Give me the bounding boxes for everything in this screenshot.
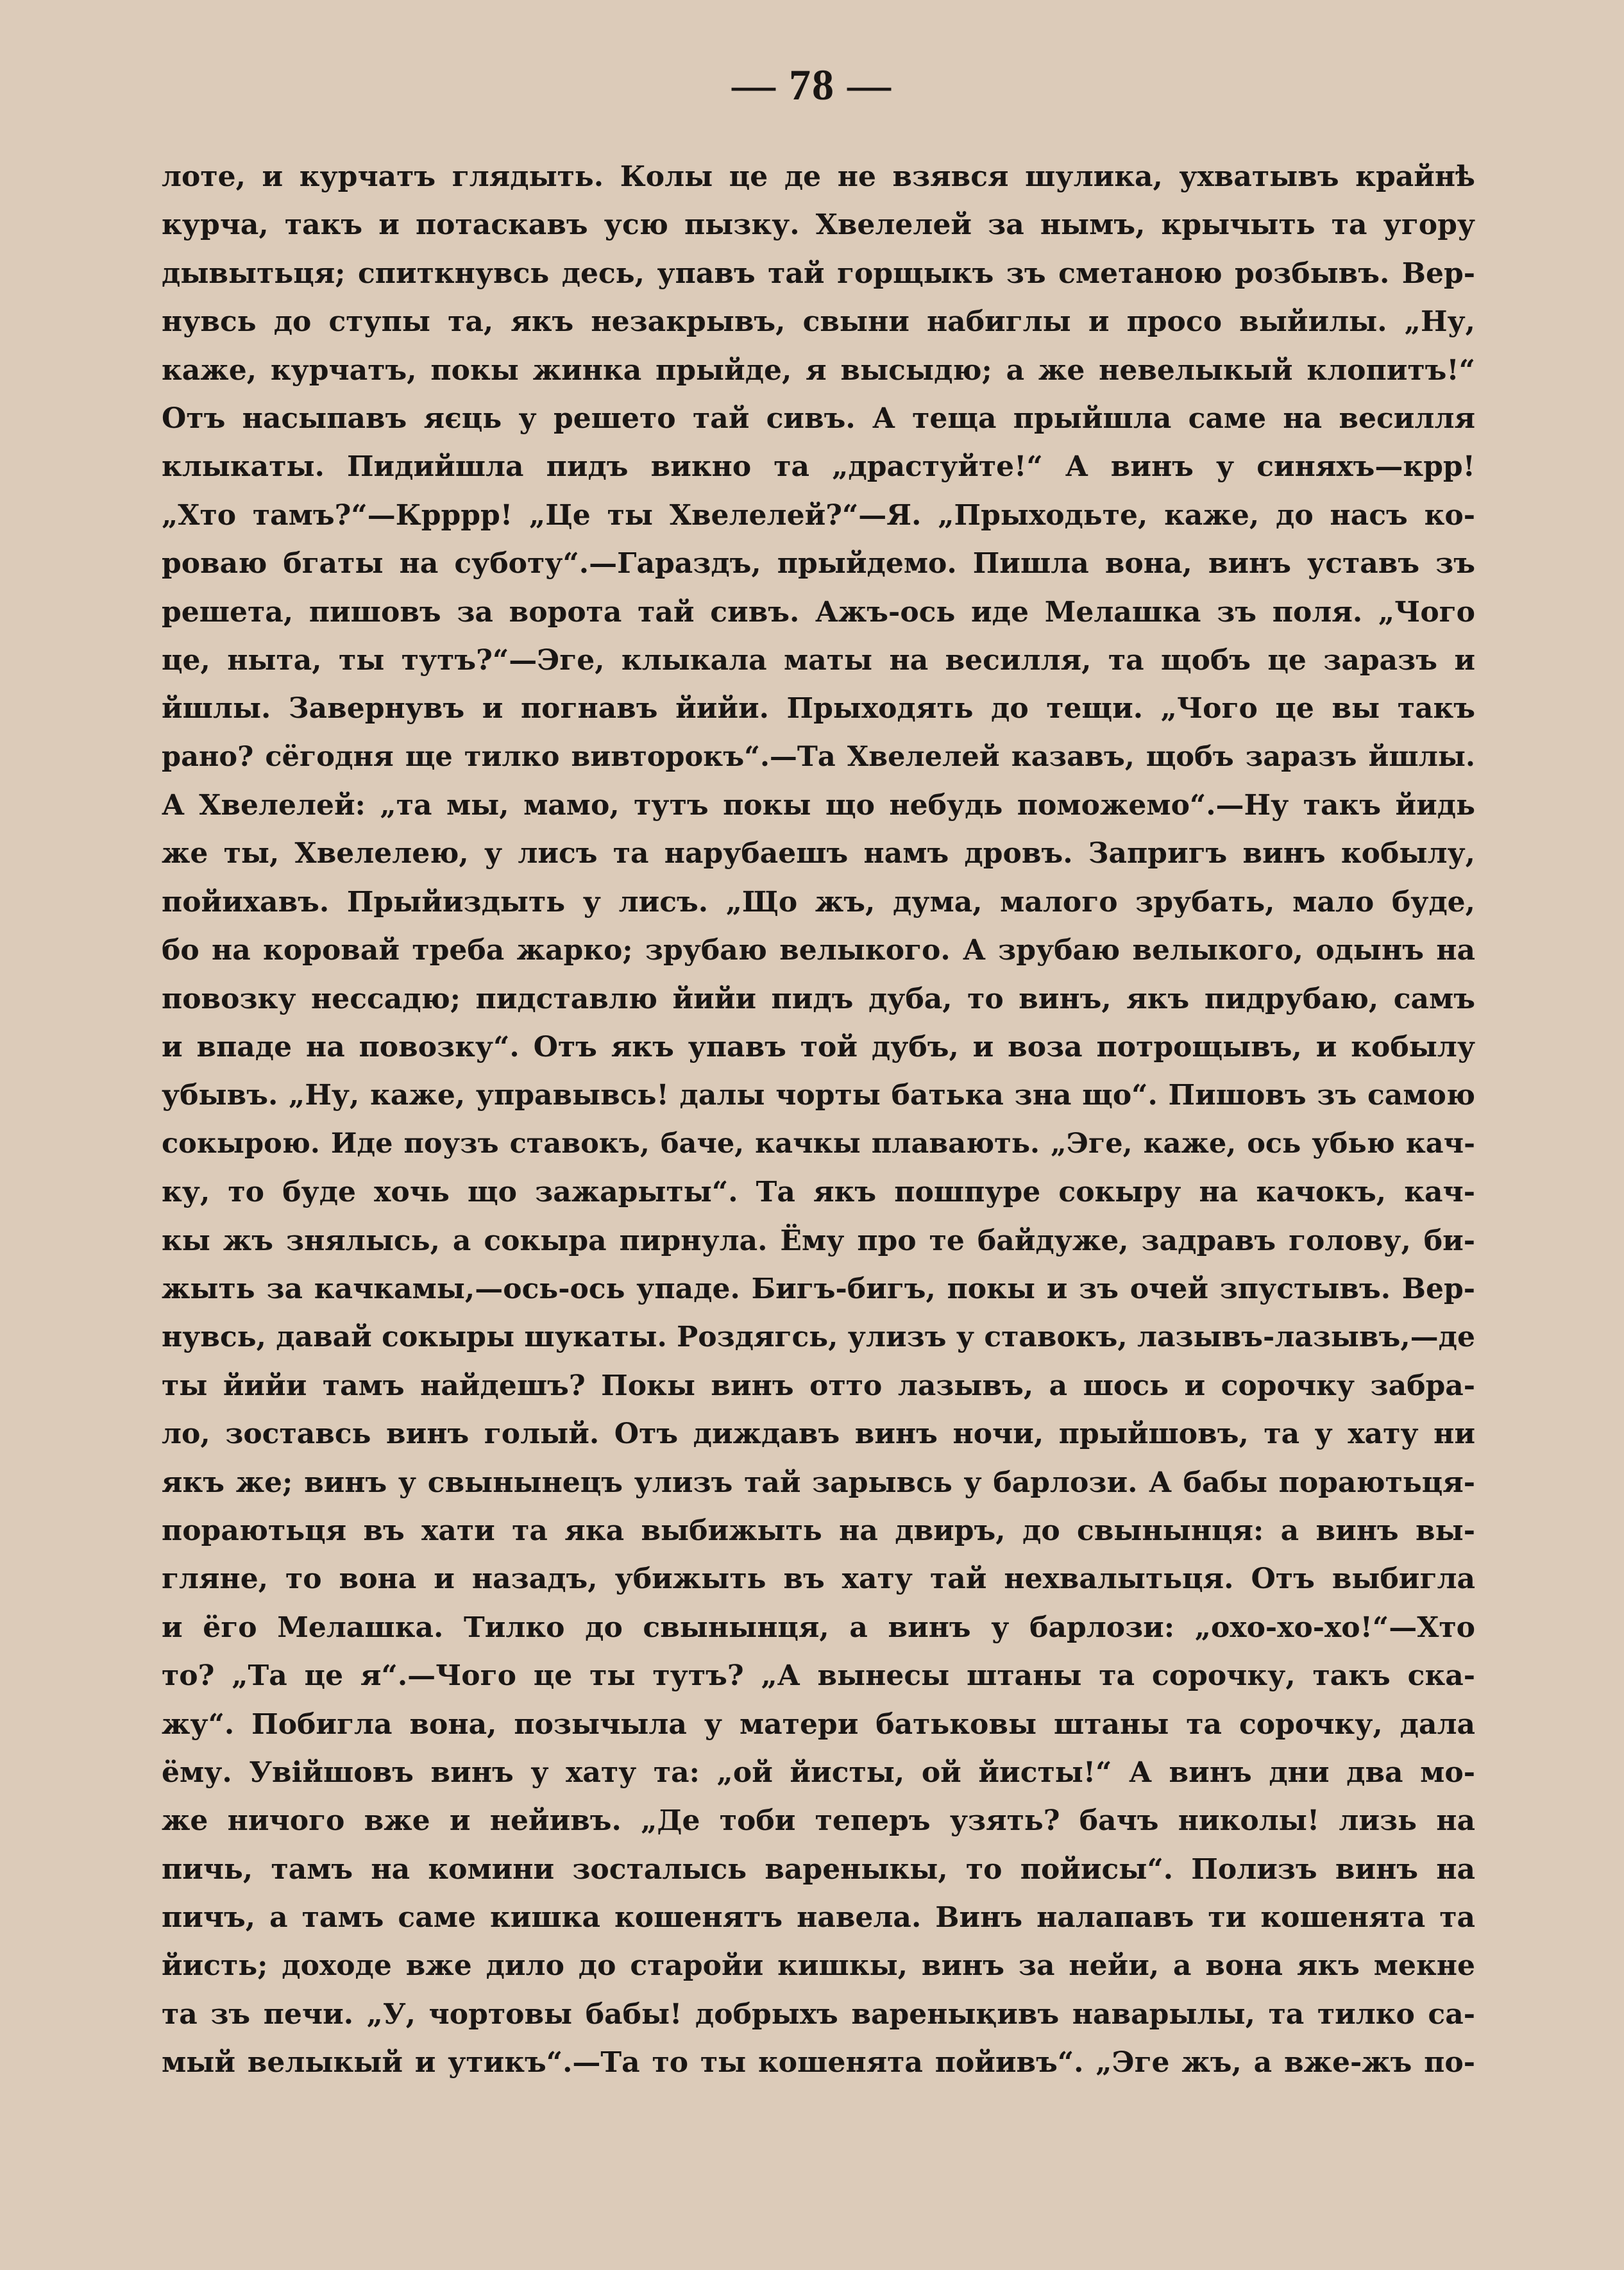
text-line: пичь, тамъ на комини зосталысь вареныкы, то пойисы“. Полизъ винъ на xyxy=(162,1852,1475,1886)
text-line: йшлы. Завернувъ и погнавъ йийи. Прыходять до тещи. „Чого це вы такъ xyxy=(162,692,1475,725)
text-line: „Хто тамъ?“—Крррр! „Це ты Хвелелей?“—Я. „Прыходьте, каже, до насъ ко- xyxy=(162,498,1475,532)
text-line: то? „Та це я“.—Чого це ты тутъ? „А вынесы штаны та сорочку, такъ ска- xyxy=(162,1659,1475,1693)
text-line: жу“. Побигла вона, позычыла у матери батьковы штаны та сорочку, дала xyxy=(162,1707,1475,1741)
text-line: лоте, и курчатъ глядыть. Колы це де не взявся шулика, ухватывъ крайнѣ xyxy=(162,160,1475,193)
text-line: А Хвелелей: „та мы, мамо, тутъ покы що небудь поможемо“.—Ну такъ йидь xyxy=(162,789,1475,822)
text-line: решета, пишовъ за ворота тай сивъ. Ажъ-ось иде Мелашка зъ поля. „Чого xyxy=(162,595,1475,629)
text-line: роваю бгаты на суботу“.—Гараздъ, прыйдемо. Пишла вона, винъ уставъ зъ xyxy=(162,547,1475,580)
text-line: курча, такъ и потаскавъ усю пызку. Хвелелей за нымъ, крычыть та угору xyxy=(162,208,1475,242)
text-line: пойихавъ. Прыйиздыть у лисъ. „Що жъ, дума, малого зрубать, мало буде, xyxy=(162,885,1475,919)
text-line: нувсь, давай сокыры шукаты. Роздягсь, улизъ у ставокъ, лазывъ-лазывъ,—де xyxy=(162,1321,1475,1354)
text-line: йисть; доходе вже дило до старойи кишкы, винъ за нейи, а вона якъ мекне xyxy=(162,1949,1475,1983)
text-line: ёму. Увійшовъ винъ у хату та: „ой йисты, ой йисты!“ А винъ дни два мо- xyxy=(162,1756,1475,1789)
text-line: якъ же; винъ у свынынецъ улизъ тай зарывсь у барлози. А бабы пораютьця- xyxy=(162,1466,1475,1499)
text-line: дывытьця; спиткнувсь десь, упавъ тай горщыкъ зъ сметаною розбывъ. Вер- xyxy=(162,257,1475,290)
text-line: нувсь до ступы та, якъ незакрывъ, свыни набиглы и просо выйилы. „Ну, xyxy=(162,305,1475,339)
text-line: клыкаты. Пидийшла пидъ викно та „драстуйте!“ А винъ у синяхъ—крр! xyxy=(162,450,1475,484)
text-line: сокырою. Иде поузъ ставокъ, баче, качкы плавають. „Эге, каже, ось убью кач- xyxy=(162,1127,1475,1160)
text-line: ло, зоставсь винъ голый. Отъ диждавъ винъ ночи, прыйшовъ, та у хату ни xyxy=(162,1418,1475,1451)
text-line: и ёго Мелашка. Тилко до свынынця, а винъ у барлози: „охо-хо-хо!“—Хто xyxy=(162,1611,1475,1644)
text-line: пораютьця въ хати та яка выбижыть на двиръ, до свынынця: а винъ вы- xyxy=(162,1514,1475,1547)
text-line: же ты, Хвелелею, у лисъ та нарубаешъ намъ дровъ. Запригъ винъ кобылу, xyxy=(162,837,1475,870)
text-line: рано? сёгодня ще тилко вивторокъ“.—Та Хвелелей казавъ, щобъ заразъ йшлы. xyxy=(162,740,1475,773)
text-line: ку, то буде хочь що зажарыты“. Та якъ пошпуре сокыру на качокъ, кач- xyxy=(162,1176,1475,1209)
page-number: — 78 — xyxy=(732,60,892,109)
text-line: Отъ насыпавъ яєць у решето тай сивъ. А теща прыйшла саме на весилля xyxy=(162,402,1475,435)
text-line: жыть за качкамы,—ось-ось упаде. Бигъ-бигъ, покы и зъ очей зпустывъ. Вер- xyxy=(162,1272,1475,1305)
text-line: та зъ печи. „У, чортовы бабы! добрыхъ варенықивъ наварылы, та тилко са- xyxy=(162,1997,1475,2031)
text-line: бо на коровай треба жарко; зрубаю велыкого. А зрубаю велыкого, одынъ на xyxy=(162,934,1475,967)
text-line: пичъ, а тамъ саме кишка кошенятъ навела. Винъ налапавъ ти кошенята та xyxy=(162,1901,1475,1935)
text-line: и впаде на повозку“. Отъ якъ упавъ той дубъ, и воза потрощывъ, и кобылу xyxy=(162,1031,1475,1064)
text-line: мый велыкый и утикъ“.—Та то ты кошенята пойивъ“. „Эге жъ, а вже-жъ по- xyxy=(162,2046,1475,2079)
text-line: повозку нессадю; пидставлю йийи пидъ дуба, то винъ, якъ пидрубаю, самъ xyxy=(162,982,1475,1015)
text-line: кы жъ знялысь, а сокыра пирнула. Ёму про те байдуже, задравъ голову, би- xyxy=(162,1224,1475,1257)
text-line: каже, курчатъ, покы жинка прыйде, я высыдю; а же невелыкый клопитъ!“ xyxy=(162,353,1475,387)
text-line: ты йийи тамъ найдешъ? Покы винъ отто лазывъ, а шось и сорочку забра- xyxy=(162,1369,1475,1402)
text-line: гляне, то вона и назадъ, убижыть въ хату тай нехвалытьця. Отъ выбигла xyxy=(162,1563,1475,1596)
text-line: це, ныта, ты тутъ?“—Эге, клыкала маты на весилля, та щобъ це заразъ и xyxy=(162,643,1475,677)
text-line: убывъ. „Ну, каже, управывсь! далы чорты батька зна що“. Пишовъ зъ самою xyxy=(162,1079,1475,1112)
text-line: же ничого вже и нейивъ. „Де тоби теперъ узять? бачъ николы! лизь на xyxy=(162,1804,1475,1838)
body-text xyxy=(162,153,1475,2087)
